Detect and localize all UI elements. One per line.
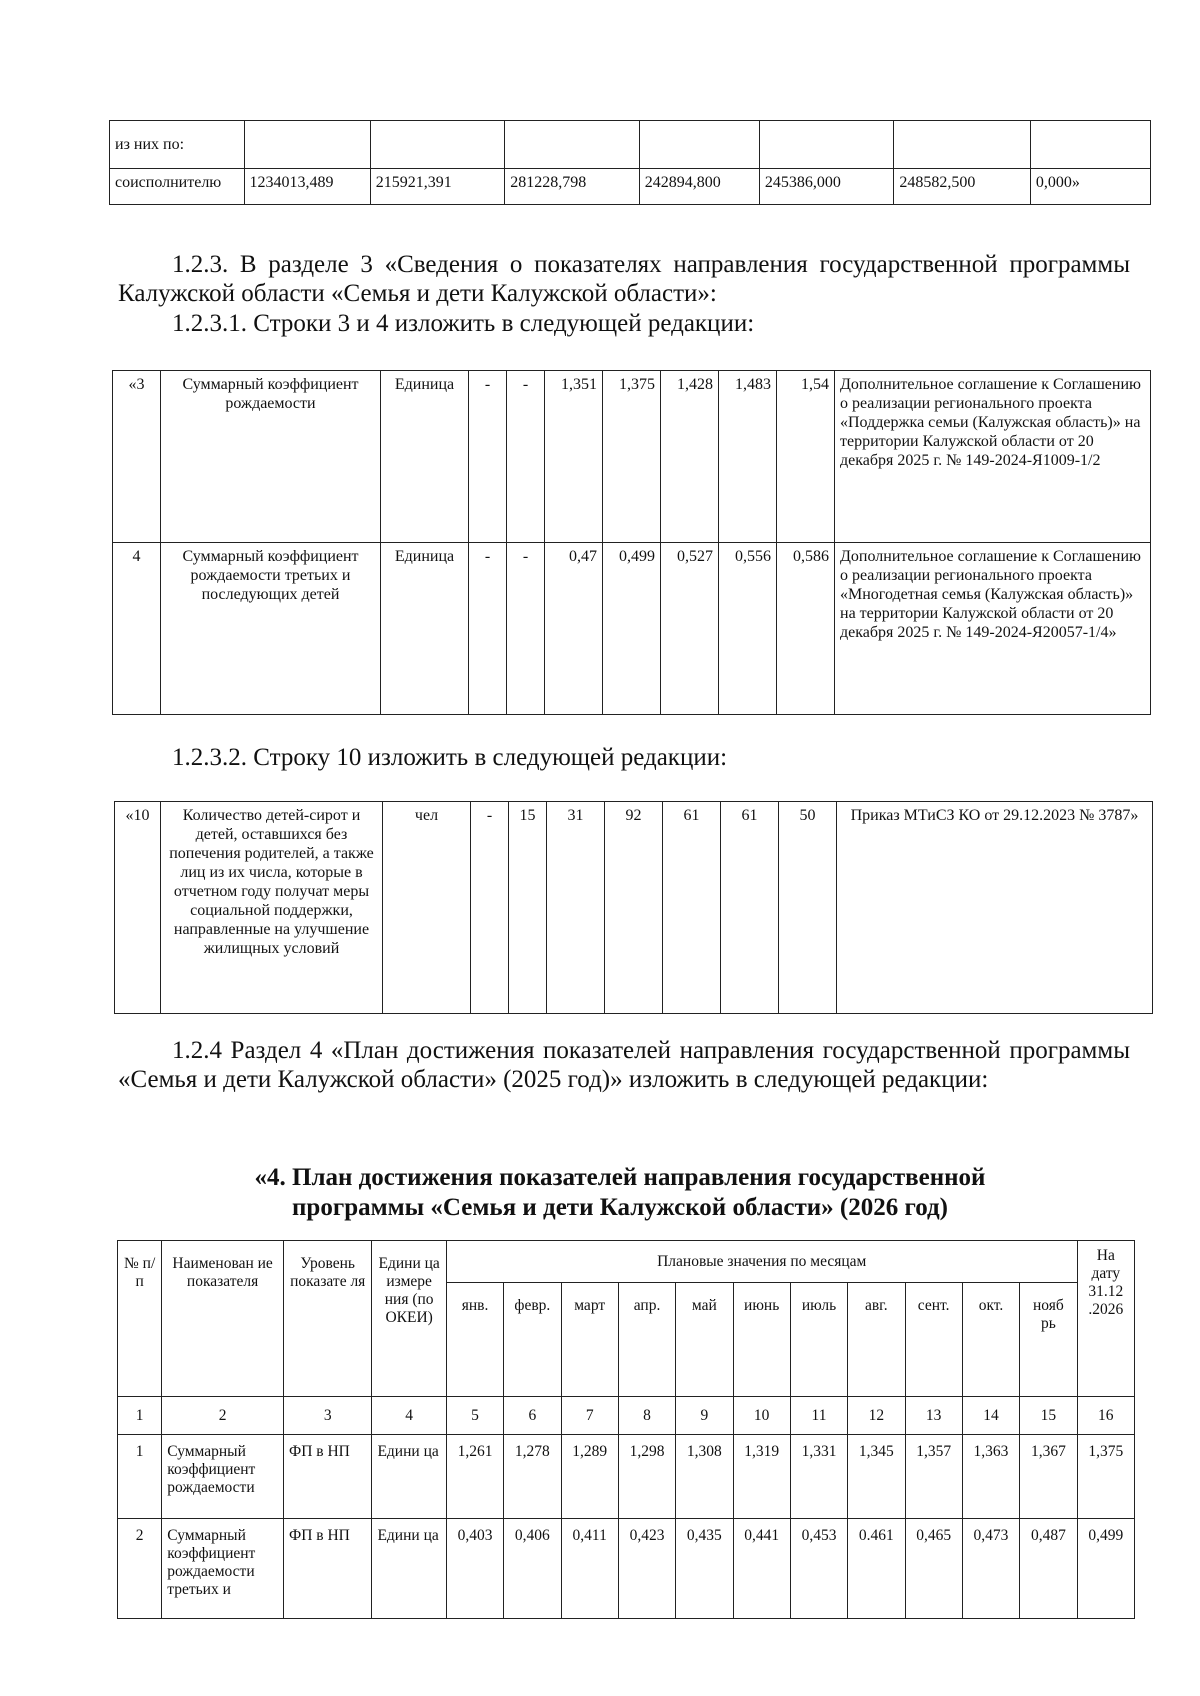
table-row bbox=[110, 121, 1151, 169]
month-value: 1,363 bbox=[962, 1435, 1019, 1519]
column-number: 3 bbox=[283, 1397, 372, 1435]
month-value: 0,441 bbox=[733, 1519, 790, 1619]
row-number: 4 bbox=[113, 543, 161, 715]
source-document: Приказ МТиСЗ КО от 29.12.2023 № 3787» bbox=[837, 802, 1153, 1014]
table-cell: 1,483 bbox=[719, 371, 777, 543]
month-value: 1,298 bbox=[618, 1435, 675, 1519]
indicator-level: ФП в НП bbox=[283, 1435, 372, 1519]
indicator-name: Суммарный коэффициент рождаемости bbox=[161, 371, 381, 543]
column-number: 6 bbox=[504, 1397, 561, 1435]
indicator-unit: Едини ца bbox=[372, 1519, 446, 1619]
indicator-unit: чел bbox=[383, 802, 471, 1014]
header-month: янв. bbox=[446, 1283, 503, 1397]
header-monthly: Плановые значения по месяцам bbox=[446, 1241, 1077, 1283]
month-value: 1,331 bbox=[790, 1435, 847, 1519]
header-month: февр. bbox=[504, 1283, 561, 1397]
table-cell: 0,47 bbox=[545, 543, 603, 715]
plan-title-line-1: «4. План достижения показателей направления государственной bbox=[254, 1164, 986, 1191]
section-1-2-3-2-paragraph: 1.2.3.2. Строку 10 изложить в следующей редакции: bbox=[172, 744, 728, 771]
column-number: 5 bbox=[446, 1397, 503, 1435]
column-number: 11 bbox=[790, 1397, 847, 1435]
table-cell: 248582,500 bbox=[894, 169, 1031, 205]
month-value: 0,403 bbox=[446, 1519, 503, 1619]
section-1-2-3-paragraph: 1.2.3. В разделе 3 «Сведения о показателях направления государственной программы Калужской области «Семья и дети Калужской области»: bbox=[118, 251, 1130, 307]
indicator-name: Суммарный коэффициент рождаемости третьих и последующих детей bbox=[161, 543, 381, 715]
table-header-row bbox=[118, 1241, 1135, 1283]
column-number: 12 bbox=[848, 1397, 905, 1435]
column-number: 16 bbox=[1077, 1397, 1134, 1435]
header-month: сент. bbox=[905, 1283, 962, 1397]
column-number: 4 bbox=[372, 1397, 446, 1435]
column-number-row bbox=[118, 1397, 1135, 1435]
table-cell: 1,375 bbox=[603, 371, 661, 543]
table-cell: 31 bbox=[547, 802, 605, 1014]
table-cell: 0,586 bbox=[777, 543, 835, 715]
table-cell: 0,499 bbox=[603, 543, 661, 715]
table-cell: 92 bbox=[605, 802, 663, 1014]
table-cell: - bbox=[469, 371, 507, 543]
table-cell bbox=[505, 121, 640, 169]
table-cell bbox=[244, 121, 370, 169]
indicator-unit: Единица bbox=[381, 371, 469, 543]
column-number: 14 bbox=[962, 1397, 1019, 1435]
table-cell: 1,428 bbox=[661, 371, 719, 543]
header-num: № п/п bbox=[118, 1241, 162, 1397]
header-name: Наименован ие показателя bbox=[162, 1241, 284, 1397]
month-value: 1,367 bbox=[1020, 1435, 1077, 1519]
column-number: 10 bbox=[733, 1397, 790, 1435]
table-row bbox=[110, 169, 1151, 205]
table-row bbox=[115, 802, 1153, 1014]
table-cell: 215921,391 bbox=[370, 169, 505, 205]
row-number: 1 bbox=[118, 1435, 162, 1519]
header-level: Уровень показате ля bbox=[283, 1241, 372, 1397]
column-number: 7 bbox=[561, 1397, 618, 1435]
table-cell: 0,000» bbox=[1030, 169, 1150, 205]
table-cell: 1,54 bbox=[777, 371, 835, 543]
month-value: 0,465 bbox=[905, 1519, 962, 1619]
column-number: 13 bbox=[905, 1397, 962, 1435]
month-value: 1,319 bbox=[733, 1435, 790, 1519]
table-cell bbox=[1030, 121, 1150, 169]
indicator-name: Суммарный коэффициент рождаемости bbox=[162, 1435, 284, 1519]
table-top bbox=[109, 120, 1151, 205]
header-month: июль bbox=[790, 1283, 847, 1397]
month-value: 1,289 bbox=[561, 1435, 618, 1519]
table-cell: 0,527 bbox=[661, 543, 719, 715]
month-value: 1,345 bbox=[848, 1435, 905, 1519]
section-1-2-3-1-paragraph: 1.2.3.1. Строки 3 и 4 изложить в следующей редакции: bbox=[172, 310, 755, 337]
column-number: 15 bbox=[1020, 1397, 1077, 1435]
table-cell bbox=[370, 121, 505, 169]
month-value: 0.461 bbox=[848, 1519, 905, 1619]
month-value: 1,357 bbox=[905, 1435, 962, 1519]
table-indicators-3-4 bbox=[112, 370, 1151, 715]
table-cell: 1234013,489 bbox=[244, 169, 370, 205]
header-date: На дату 31.12 .2026 bbox=[1077, 1241, 1134, 1397]
table-row bbox=[118, 1519, 1135, 1619]
month-value: 0,435 bbox=[676, 1519, 733, 1619]
table-cell: 15 bbox=[509, 802, 547, 1014]
table-cell: 1,351 bbox=[545, 371, 603, 543]
column-number: 1 bbox=[118, 1397, 162, 1435]
column-number: 8 bbox=[618, 1397, 675, 1435]
month-value: 0,453 bbox=[790, 1519, 847, 1619]
indicator-name: Суммарный коэффициент рождаемости третьих и bbox=[162, 1519, 284, 1619]
header-unit: Едини ца измере ния (по ОКЕИ) bbox=[372, 1241, 446, 1397]
header-month: окт. bbox=[962, 1283, 1019, 1397]
plan-table bbox=[117, 1240, 1135, 1619]
table-cell bbox=[759, 121, 894, 169]
table-cell: 0,556 bbox=[719, 543, 777, 715]
header-month: март bbox=[561, 1283, 618, 1397]
plan-title-line-2: программы «Семья и дети Калужской области» (2026 год) bbox=[292, 1194, 948, 1221]
table-cell bbox=[639, 121, 759, 169]
month-value: 0,406 bbox=[504, 1519, 561, 1619]
header-month: нояб рь bbox=[1020, 1283, 1077, 1397]
month-value: 1,278 bbox=[504, 1435, 561, 1519]
row-number: 2 bbox=[118, 1519, 162, 1619]
table-cell: 242894,800 bbox=[639, 169, 759, 205]
month-value: 0,487 bbox=[1020, 1519, 1077, 1619]
year-end-value: 0,499 bbox=[1077, 1519, 1134, 1619]
table-indicator-10 bbox=[114, 801, 1153, 1014]
table-cell bbox=[894, 121, 1031, 169]
header-month: апр. bbox=[618, 1283, 675, 1397]
month-value: 1,261 bbox=[446, 1435, 503, 1519]
table-cell: - bbox=[471, 802, 509, 1014]
table-cell: 50 bbox=[779, 802, 837, 1014]
indicator-level: ФП в НП bbox=[283, 1519, 372, 1619]
indicator-unit: Единица bbox=[381, 543, 469, 715]
table-cell: соисполнителю bbox=[110, 169, 245, 205]
month-value: 0,473 bbox=[962, 1519, 1019, 1619]
month-value: 1,308 bbox=[676, 1435, 733, 1519]
table-cell: 281228,798 bbox=[505, 169, 640, 205]
table-cell: - bbox=[469, 543, 507, 715]
section-1-2-4-paragraph: 1.2.4 Раздел 4 «План достижения показателей направления государственной программы «Семья и дети Калужской области» (2025 год)» изложить в следующей редакции: bbox=[118, 1037, 1130, 1093]
indicator-name: Количество детей-сирот и детей, оставшихся без попечения родителей, а также лиц из их числа, которые в отчетном году получат меры социальной поддержки, направленные на улучшение жилищных условий bbox=[161, 802, 383, 1014]
source-document: Дополнительное соглашение к Соглашению о реализации регионального проекта «Многодетная семья (Калужская область)» на территории Калужской области от 20 декабря 2025 г. № 149-2024-Я20057-1/4» bbox=[835, 543, 1151, 715]
table-cell: 61 bbox=[721, 802, 779, 1014]
table-cell: - bbox=[507, 543, 545, 715]
month-value: 0,411 bbox=[561, 1519, 618, 1619]
table-row bbox=[113, 543, 1151, 715]
header-month: авг. bbox=[848, 1283, 905, 1397]
year-end-value: 1,375 bbox=[1077, 1435, 1134, 1519]
table-cell: - bbox=[507, 371, 545, 543]
table-cell: из них по: bbox=[110, 121, 245, 169]
plan-title bbox=[130, 1163, 1110, 1223]
indicator-unit: Едини ца bbox=[372, 1435, 446, 1519]
table-row bbox=[118, 1435, 1135, 1519]
table-row bbox=[113, 371, 1151, 543]
month-value: 0,423 bbox=[618, 1519, 675, 1619]
source-document: Дополнительное соглашение к Соглашению о реализации регионального проекта «Поддержка семьи (Калужская область)» на территории Калужской области от 20 декабря 2025 г. № 149-2024-Я1009-1/2 bbox=[835, 371, 1151, 543]
table-cell: 61 bbox=[663, 802, 721, 1014]
header-month: июнь bbox=[733, 1283, 790, 1397]
row-number: «3 bbox=[113, 371, 161, 543]
column-number: 9 bbox=[676, 1397, 733, 1435]
column-number: 2 bbox=[162, 1397, 284, 1435]
row-number: «10 bbox=[115, 802, 161, 1014]
table-cell: 245386,000 bbox=[759, 169, 894, 205]
header-month: май bbox=[676, 1283, 733, 1397]
